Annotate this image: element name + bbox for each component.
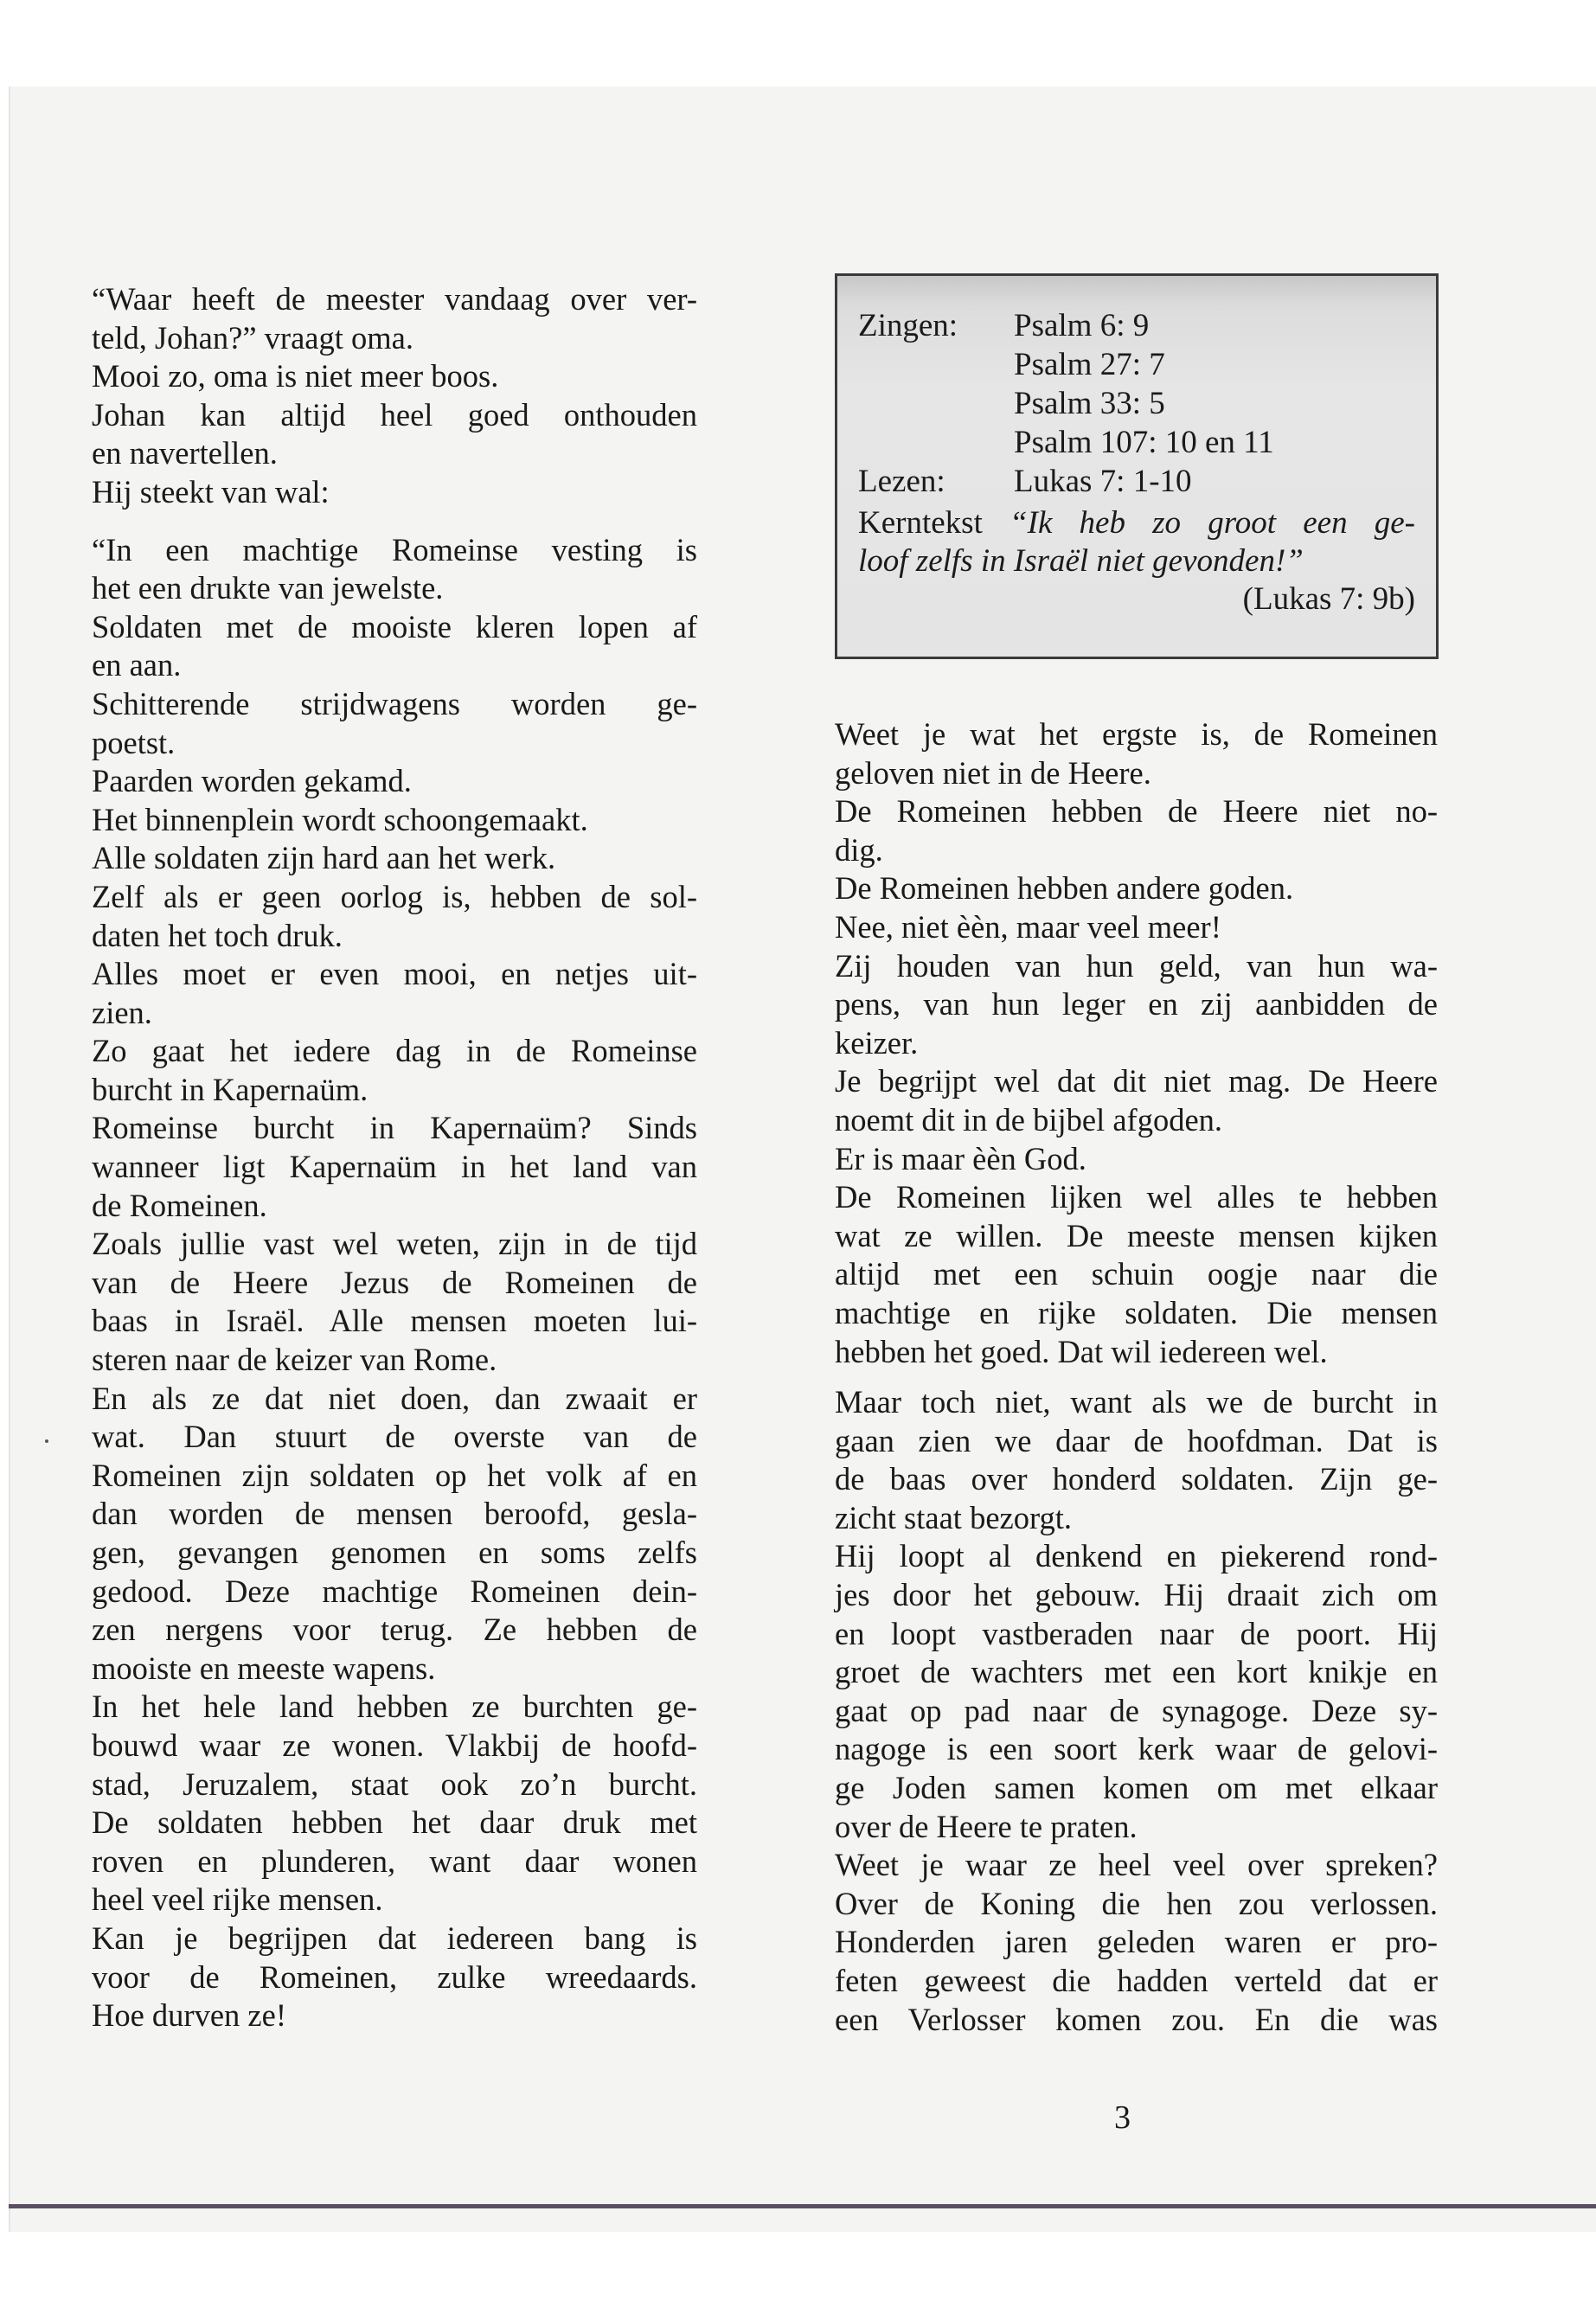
page-number: 3: [1114, 2099, 1131, 2136]
body-line: Romeinen zijn soldaten op het volk af en: [92, 1457, 697, 1493]
body-line: gaat op pad naar de synagoge. Deze sy-: [835, 1692, 1438, 1728]
body-line: gaan zien we daar de hoofdman. Dat is: [835, 1422, 1438, 1458]
body-line: machtige en rijke soldaten. Die mensen: [835, 1294, 1438, 1330]
body-line: Johan kan altijd heel goed onthouden: [92, 396, 697, 433]
body-line: Soldaten met de mooiste kleren lopen af: [92, 608, 697, 644]
body-line: Alles moet er even mooi, en netjes uit-: [92, 956, 697, 992]
body-line: heel veel rijke mensen.: [92, 1881, 383, 1918]
body-line: De Romeinen hebben de Heere niet no-: [835, 793, 1438, 830]
body-line: ge Joden samen komen om met elkaar: [835, 1770, 1438, 1806]
body-line: voor de Romeinen, zulke wreedaards.: [92, 1958, 697, 1995]
body-line: de baas over honderd soldaten. Zijn ge-: [835, 1461, 1438, 1497]
body-line: Zij houden van hun geld, van hun wa-: [835, 947, 1438, 984]
body-line: Zelf als er geen oorlog is, hebben de sol-: [92, 878, 697, 914]
body-line: Over de Koning die hen zou verlossen.: [835, 1885, 1438, 1921]
body-line: en aan.: [92, 647, 182, 683]
body-line: roven en plunderen, want daar wonen: [92, 1843, 697, 1879]
body-line: Er is maar èèn God.: [835, 1140, 1086, 1176]
body-line: stad, Jeruzalem, staat ook zo’n burcht.: [92, 1766, 697, 1802]
body-line: jes door het gebouw. Hij draait zich om: [835, 1577, 1438, 1613]
body-line: nagoge is een soort kerk waar de gelovi-: [835, 1731, 1438, 1767]
body-line: over de Heere te praten.: [835, 1808, 1138, 1844]
body-line: en loopt vastberaden naar de poort. Hij: [835, 1615, 1438, 1651]
body-line: Schitterende strijdwagens worden ge-: [92, 685, 697, 721]
body-line: De Romeinen hebben andere goden.: [835, 870, 1294, 907]
body-line: burcht in Kapernaüm.: [92, 1071, 369, 1107]
body-line: groet de wachters met een kort knikje en: [835, 1654, 1438, 1690]
kerntekst-label: Kerntekst: [858, 505, 983, 541]
paragraph-gap: [835, 1371, 1438, 1383]
kerntekst-quote: “Ik heb zo groot een ge-: [1010, 505, 1415, 541]
body-line: “Waar heeft de meester vandaag over ver-: [92, 281, 697, 317]
kerntekst-line: [858, 504, 1415, 542]
body-line: baas in Israël. Alle mensen moeten lui-: [92, 1303, 697, 1339]
body-line: Romeinse burcht in Kapernaüm? Sinds: [92, 1110, 697, 1146]
psalm-reference: Psalm 33: 5: [1014, 386, 1165, 421]
right-column: [835, 715, 1438, 2039]
body-line: Hoe durven ze!: [92, 1997, 286, 2034]
left-column: [92, 280, 697, 2035]
body-line: wanneer ligt Kapernaüm in het land van: [92, 1149, 697, 1185]
body-line: De soldaten hebben het daar druk met: [92, 1804, 697, 1841]
body-line: een Verlosser komen zou. En die was: [835, 2001, 1438, 2037]
kerntekst-line: [858, 542, 1415, 580]
body-line: keizer.: [835, 1024, 919, 1061]
body-line: feten geweest die hadden verteld dat er: [835, 1963, 1438, 1998]
body-line: Nee, niet èèn, maar veel meer!: [835, 908, 1221, 945]
body-line: dan worden de mensen beroofd, gesla-: [92, 1496, 697, 1532]
body-line: het een drukte van jewelste.: [92, 570, 444, 606]
paragraph-gap: [92, 512, 697, 531]
body-line: noemt dit in de bijbel afgoden.: [835, 1101, 1223, 1138]
body-line: Paarden worden gekamd.: [92, 763, 412, 799]
body-line: poetst.: [92, 724, 176, 760]
body-line: geloven niet in de Heere.: [835, 754, 1151, 791]
body-line: Alle soldaten zijn hard aan het werk.: [92, 840, 556, 876]
body-line: en navertellen.: [92, 435, 278, 471]
body-line: Zo gaat het iedere dag in de Romeinse: [92, 1033, 697, 1069]
body-line: In het hele land hebben ze burchten ge-: [92, 1689, 697, 1725]
kerntekst-reference: (Lukas 7: 9b): [1242, 581, 1415, 617]
body-line: gen, gevangen genomen en soms zelfs: [92, 1535, 697, 1570]
zingen-label: Zingen:: [858, 308, 958, 343]
body-line: Het binnenplein wordt schoongemaakt.: [92, 801, 588, 837]
body-line: Maar toch niet, want als we de burcht in: [835, 1384, 1438, 1420]
reading-info-box: [835, 273, 1439, 659]
kerntekst-block: [858, 504, 1415, 619]
body-line: Hij steekt van wal:: [92, 473, 330, 510]
body-line: Hij loopt al denkend en piekerend rond-: [835, 1538, 1438, 1574]
body-line: zen nergens voor terug. Ze hebben de: [92, 1612, 697, 1648]
body-line: zicht staat bezorgt.: [835, 1499, 1072, 1535]
body-line: Kan je begrijpen dat iedereen bang is: [92, 1920, 697, 1956]
body-line: En als ze dat niet doen, dan zwaait er: [92, 1380, 697, 1416]
scan-bottom-edge: [9, 2204, 1596, 2208]
body-line: Je begrijpt wel dat dit niet mag. De Heere: [835, 1063, 1438, 1099]
lezen-label: Lezen:: [858, 464, 945, 499]
body-line: altijd met een schuin oogje naar die: [835, 1256, 1438, 1292]
psalm-reference: Psalm 27: 7: [1014, 347, 1165, 382]
body-line: “In een machtige Romeinse vesting is: [92, 531, 697, 567]
margin-speck: [45, 1439, 48, 1443]
psalm-reference: Psalm 6: 9: [1014, 308, 1150, 343]
body-line: Weet je waar ze heel veel over spreken?: [835, 1847, 1438, 1883]
body-line: steren naar de keizer van Rome.: [92, 1342, 497, 1378]
scan-top-margin: [0, 0, 1596, 87]
body-line: Mooi zo, oma is niet meer boos.: [92, 358, 499, 394]
body-line: de Romeinen.: [92, 1187, 267, 1223]
kerntekst-quote: loof zelfs in Israël niet gevonden!”: [858, 543, 1304, 579]
body-line: mooiste en meeste wapens.: [92, 1650, 436, 1686]
body-line: bouwd waar ze wonen. Vlakbij de hoofd-: [92, 1727, 697, 1763]
body-line: De Romeinen lijken wel alles te hebben: [835, 1179, 1438, 1215]
body-line: zien.: [92, 994, 152, 1030]
body-line: van de Heere Jezus de Romeinen de: [92, 1264, 697, 1300]
body-line: daten het toch druk.: [92, 917, 343, 953]
body-line: Zoals jullie vast wel weten, zijn in de tijd: [92, 1226, 697, 1262]
psalm-reference: Psalm 107: 10 en 11: [1014, 425, 1274, 460]
body-line: hebben het goed. Dat wil iedereen wel.: [835, 1333, 1328, 1369]
body-line: wat. Dan stuurt de overste van de: [92, 1419, 697, 1455]
body-line: pens, van hun leger en zij aanbidden de: [835, 986, 1438, 1022]
body-line: dig.: [835, 831, 883, 868]
body-line: wat ze willen. De meeste mensen kijken: [835, 1217, 1438, 1253]
reading-reference: Lukas 7: 1-10: [1014, 464, 1192, 499]
body-line: teld, Johan?” vraagt oma.: [92, 319, 413, 356]
body-line: gedood. Deze machtige Romeinen dein-: [92, 1573, 697, 1609]
body-line: Weet je wat het ergste is, de Romeinen: [835, 716, 1438, 752]
body-line: Honderden jaren geleden waren er pro-: [835, 1924, 1438, 1960]
